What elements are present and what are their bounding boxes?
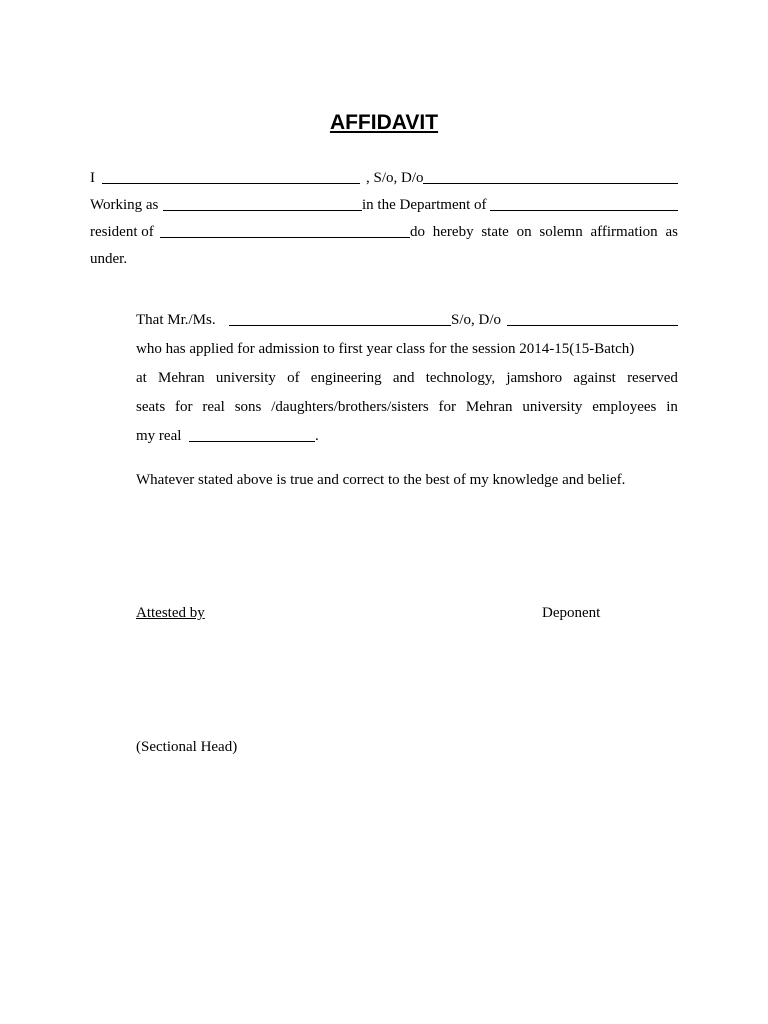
relation-field[interactable] (189, 441, 315, 442)
parent-name-field[interactable] (423, 183, 678, 184)
word: on (516, 224, 532, 240)
para1-line2-start: Working as (90, 197, 159, 213)
para1-line1-mid: , S/o, D/o (366, 170, 424, 186)
para1-line2-mid: in the Department of (362, 197, 487, 213)
word: university (215, 370, 276, 386)
word: Mehran (465, 399, 513, 415)
deponent-label: Deponent (542, 605, 601, 621)
word: as (665, 224, 678, 240)
para2-line2: who has applied for admission to first year class for the session 2014-15(15-Batch) (136, 341, 635, 357)
word: university (522, 399, 583, 415)
para2-line1-mid: S/o, D/o (451, 312, 502, 328)
word: engineering (310, 370, 382, 386)
word: sons (234, 399, 262, 415)
word: for (175, 399, 193, 415)
word: of (287, 370, 300, 386)
residence-field[interactable] (160, 237, 410, 238)
word: in (666, 399, 678, 415)
word: at (136, 370, 147, 386)
word: real (202, 399, 225, 415)
word: hereby (432, 224, 474, 240)
para2-line1-start: That Mr./Ms. (136, 312, 216, 328)
word: reserved (627, 370, 678, 386)
designation-field[interactable] (163, 210, 362, 211)
word: against (573, 370, 616, 386)
para2-line4 (136, 398, 678, 416)
candidate-parent-field[interactable] (507, 325, 678, 326)
word: Mehran (158, 370, 205, 386)
para2-line3 (136, 369, 678, 387)
word: for (438, 399, 457, 415)
word: seats (136, 399, 166, 415)
para1-line3-end (410, 223, 678, 241)
word: state (481, 224, 509, 240)
attested-by-label: Attested by (136, 605, 205, 621)
word: employees (592, 399, 657, 415)
word: solemn (539, 224, 583, 240)
word: and (392, 370, 415, 386)
para1-line1-start: I (90, 170, 95, 186)
document-title: AFFIDAVIT (329, 111, 439, 134)
word: technology, (425, 370, 496, 386)
para1-line3-start: resident of (90, 224, 154, 240)
name-field[interactable] (102, 183, 360, 184)
sectional-head-label: (Sectional Head) (136, 739, 238, 755)
word: /daughters/brothers/sisters (271, 399, 429, 415)
statement: Whatever stated above is true and correct to the best of my knowledge and belief. (136, 472, 626, 488)
para2-line5-end: . (315, 428, 319, 444)
department-field[interactable] (490, 210, 678, 211)
para2-line5-start: my real (136, 428, 182, 444)
word: do (410, 224, 425, 240)
para1-line4: under. (90, 251, 128, 267)
candidate-name-field[interactable] (229, 325, 451, 326)
word: jamshoro (506, 370, 563, 386)
word: affirmation (590, 224, 658, 240)
